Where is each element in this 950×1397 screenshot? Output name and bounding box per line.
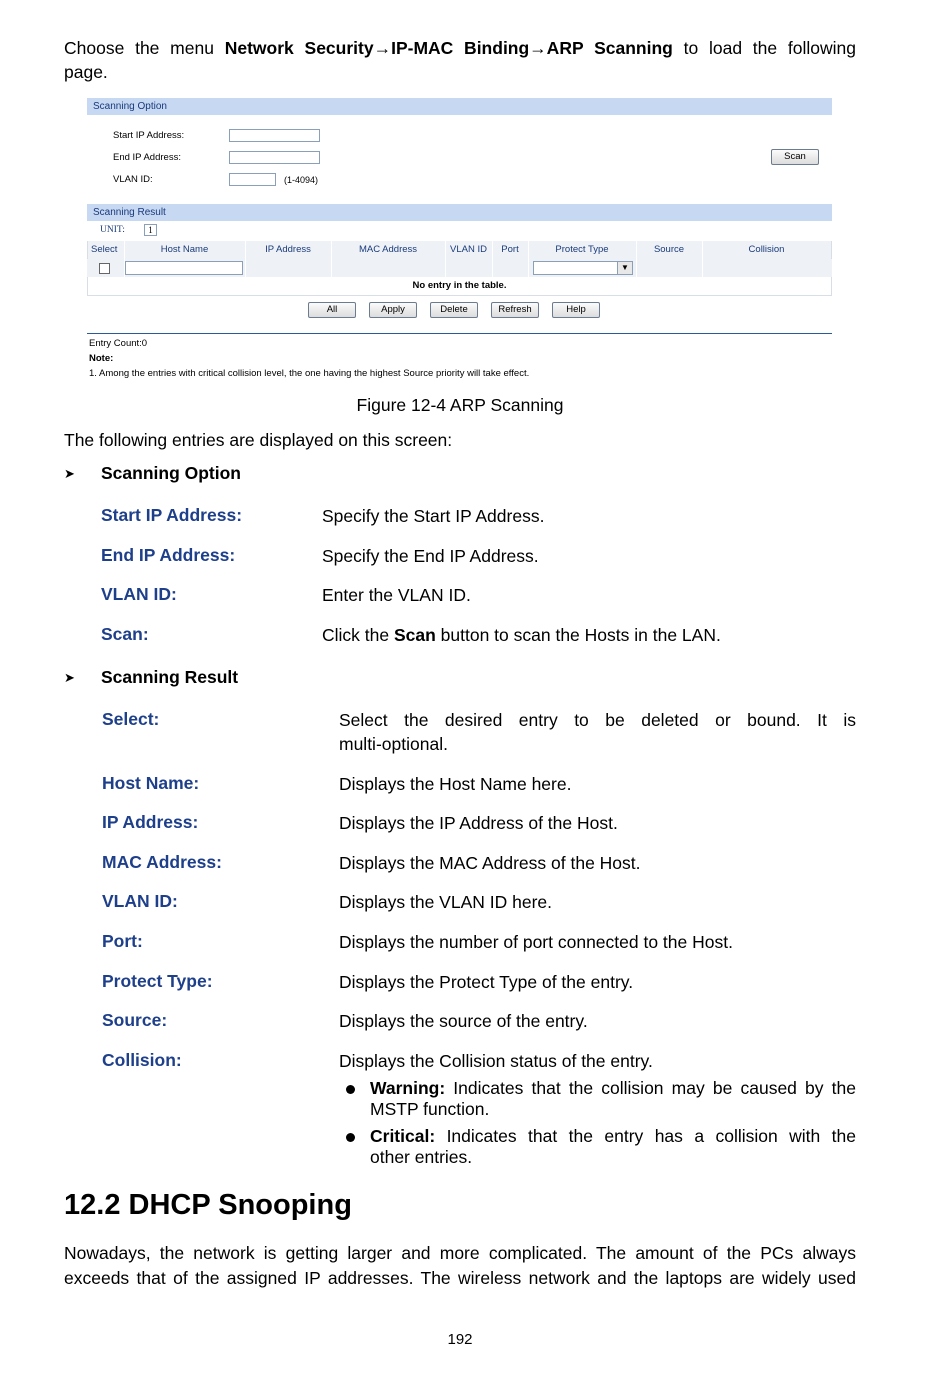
intro-paragraph bbox=[64, 36, 856, 60]
section-paragraph-line1: Nowadays, the network is getting larger and more complicated. The amount of the PCs always bbox=[64, 1243, 856, 1263]
refresh-button[interactable]: Refresh bbox=[491, 302, 539, 318]
desc-select-line2: multi-optional. bbox=[339, 734, 448, 754]
bullet-warning-line1: Warning: Indicates that the collision may be caused by the bbox=[370, 1078, 856, 1098]
desc-collision: Displays the Collision status of the entry. bbox=[339, 1051, 653, 1071]
start-ip-input[interactable] bbox=[229, 129, 320, 142]
unit-label: UNIT: bbox=[100, 225, 125, 235]
col-collision: Collision bbox=[702, 241, 831, 259]
end-ip-input[interactable] bbox=[229, 151, 320, 164]
section-paragraph-line2: exceeds that of the assigned IP addresses. The wireless network and the laptops are widely used bbox=[64, 1268, 856, 1288]
desc-start-ip: Specify the Start IP Address. bbox=[322, 506, 545, 526]
col-port: Port bbox=[492, 241, 528, 259]
empty-table-message: No entry in the table. bbox=[412, 280, 507, 291]
help-button[interactable]: Help bbox=[552, 302, 600, 318]
term-vlan-id-result: VLAN ID: bbox=[102, 891, 178, 911]
end-ip-label: End IP Address: bbox=[113, 152, 181, 163]
unit-selector[interactable]: 1 bbox=[144, 224, 157, 236]
term-protect-type: Protect Type: bbox=[102, 971, 213, 991]
col-mac-address: MAC Address bbox=[331, 241, 445, 259]
chevron-down-icon: ▼ bbox=[617, 262, 632, 274]
col-protect-type: Protect Type bbox=[528, 241, 636, 259]
arrow-bullet-icon: ➤ bbox=[64, 466, 75, 481]
scan-button[interactable]: Scan bbox=[771, 149, 819, 165]
note-label: Note: bbox=[89, 353, 114, 364]
scanning-option-heading: Scanning Option bbox=[101, 463, 241, 483]
bullet-warning-line2: MSTP function. bbox=[370, 1099, 490, 1119]
col-source: Source bbox=[636, 241, 702, 259]
desc-ip-address: Displays the IP Address of the Host. bbox=[339, 813, 618, 833]
desc-end-ip: Specify the End IP Address. bbox=[322, 546, 539, 566]
note-text: 1. Among the entries with critical collision level, the one having the highest Source priority will take effect. bbox=[89, 368, 530, 379]
menu-path: Network Security→IP-MAC Binding→ARP Scanning bbox=[224, 38, 673, 58]
all-button[interactable]: All bbox=[308, 302, 356, 318]
vlan-id-input[interactable] bbox=[229, 173, 276, 186]
vlan-id-label: VLAN ID: bbox=[113, 174, 153, 185]
figure-caption: Figure 12-4 ARP Scanning bbox=[356, 395, 564, 415]
divider bbox=[87, 333, 832, 334]
bullet-dot-icon bbox=[346, 1133, 355, 1142]
scanning-result-bar: Scanning Result bbox=[87, 204, 832, 221]
intro-text: Choose the menu bbox=[64, 38, 225, 58]
term-ip-address: IP Address: bbox=[102, 812, 199, 832]
apply-button[interactable]: Apply bbox=[369, 302, 417, 318]
col-vlan-id: VLAN ID bbox=[445, 241, 492, 259]
bullet-dot-icon bbox=[346, 1085, 355, 1094]
bullet-critical-line2: other entries. bbox=[370, 1147, 473, 1167]
entry-count: Entry Count:0 bbox=[89, 338, 148, 349]
desc-source: Displays the source of the entry. bbox=[339, 1011, 588, 1031]
desc-vlan-id: Enter the VLAN ID. bbox=[322, 585, 471, 605]
desc-protect-type: Displays the Protect Type of the entry. bbox=[339, 972, 634, 992]
term-start-ip: Start IP Address: bbox=[101, 505, 243, 525]
col-host-name: Host Name bbox=[124, 241, 245, 259]
term-port: Port: bbox=[102, 931, 143, 951]
scanning-result-heading: Scanning Result bbox=[101, 667, 239, 687]
col-ip-address: IP Address bbox=[245, 241, 331, 259]
desc-mac-address: Displays the MAC Address of the Host. bbox=[339, 853, 641, 873]
term-select: Select: bbox=[102, 709, 160, 729]
term-mac-address: MAC Address: bbox=[102, 852, 222, 872]
term-end-ip: End IP Address: bbox=[101, 545, 236, 565]
delete-button[interactable]: Delete bbox=[430, 302, 478, 318]
vlan-range-hint: (1-4094) bbox=[284, 175, 319, 185]
section-heading: 12.2 DHCP Snooping bbox=[64, 1189, 352, 1221]
intro-paragraph-line2: page. bbox=[64, 62, 108, 82]
desc-select-line1: Select the desired entry to be deleted or bound. It is bbox=[339, 710, 856, 730]
term-scan: Scan: bbox=[101, 624, 149, 644]
entries-intro: The following entries are displayed on this screen: bbox=[64, 430, 453, 450]
start-ip-label: Start IP Address: bbox=[113, 130, 185, 141]
desc-host-name: Displays the Host Name here. bbox=[339, 774, 572, 794]
col-select: Select bbox=[88, 241, 127, 259]
desc-scan: Click the Scan button to scan the Hosts in the LAN. bbox=[322, 625, 721, 645]
term-host-name: Host Name: bbox=[102, 773, 200, 793]
term-source: Source: bbox=[102, 1010, 168, 1030]
host-name-filter-input[interactable] bbox=[125, 261, 243, 275]
desc-vlan-id-result: Displays the VLAN ID here. bbox=[339, 892, 553, 912]
bullet-critical-line1: Critical: Indicates that the entry has a collision with the bbox=[370, 1126, 856, 1146]
scanning-option-bar: Scanning Option bbox=[87, 98, 832, 115]
term-collision: Collision: bbox=[102, 1050, 182, 1070]
select-all-checkbox[interactable] bbox=[99, 263, 110, 274]
intro-text-end: to load the following bbox=[672, 38, 856, 58]
page-number: 192 bbox=[447, 1331, 473, 1348]
arrow-bullet-icon: ➤ bbox=[64, 670, 75, 685]
desc-port: Displays the number of port connected to the Host. bbox=[339, 932, 733, 952]
term-vlan-id: VLAN ID: bbox=[101, 584, 177, 604]
protect-type-select[interactable] bbox=[533, 261, 633, 275]
arp-scanning-figure bbox=[87, 96, 832, 386]
